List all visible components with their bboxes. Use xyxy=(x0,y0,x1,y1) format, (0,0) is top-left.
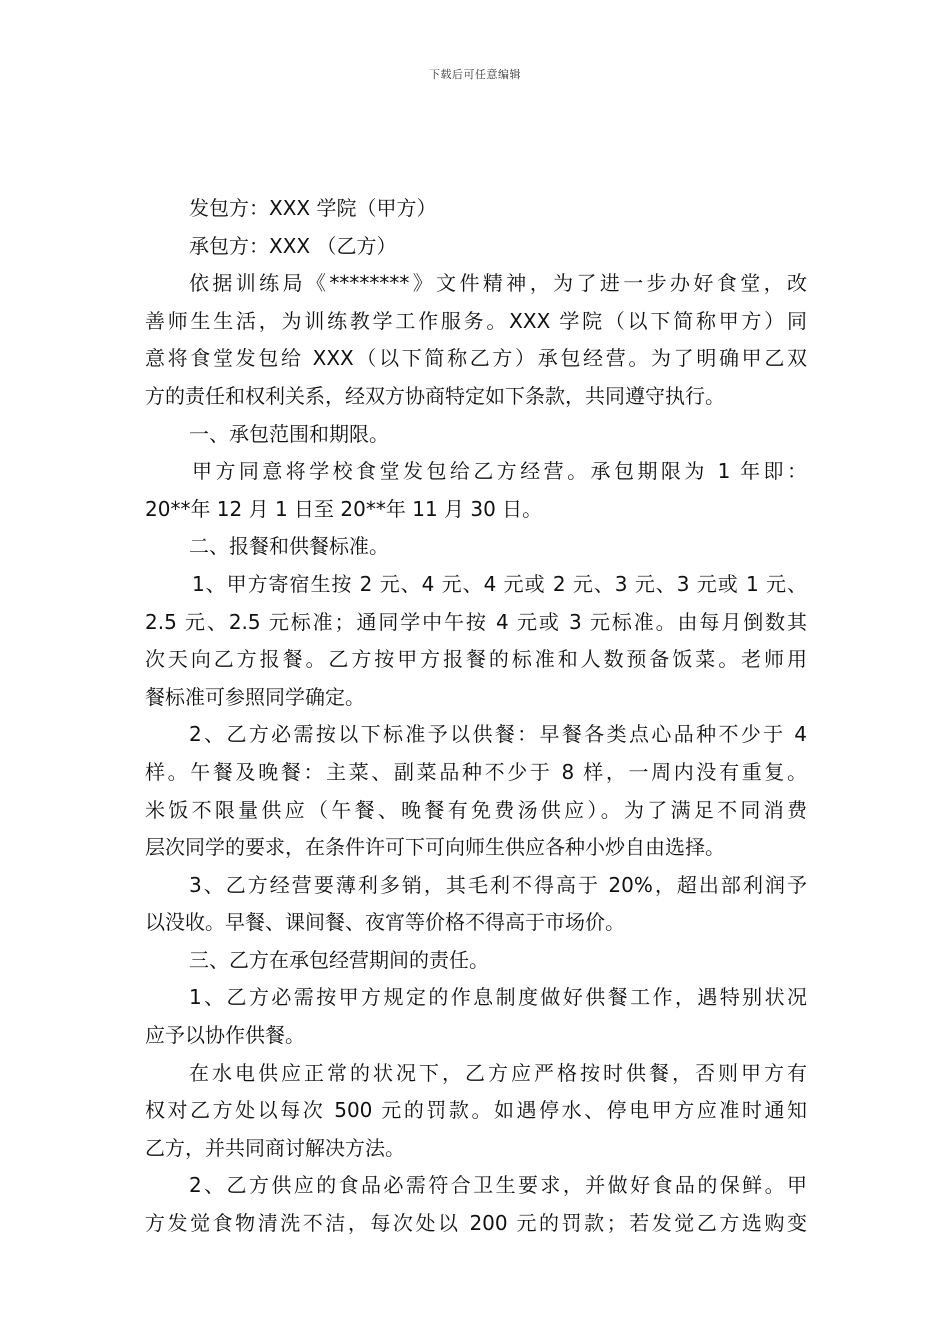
paragraph-line: 以没收。早餐、课间餐、夜宵等价格不得高于市场价。 xyxy=(145,910,625,935)
paragraph-line: 方发觉食物清洗不洁，每次处以 200 元的罚款；若发觉乙方选购变 xyxy=(145,1211,807,1236)
party-b-line: 承包方：XXX （乙方） xyxy=(189,233,397,258)
paragraph-line: 意将食堂发包给 XXX（以下简称乙方）承包经营。为了明确甲乙双 xyxy=(145,346,807,371)
paragraph-line: 样。午餐及晚餐：主菜、副菜品种不少于 8 样，一周内没有重复。 xyxy=(145,759,807,784)
paragraph-line: 2.5 元、2.5 元标准；通同学中午按 4 元或 3 元标准。由每月倒数其 xyxy=(145,609,807,634)
page-header-note: 下载后可任意编辑 xyxy=(429,68,521,81)
paragraph-line: 2、乙方必需按以下标准予以供餐：早餐各类点心品种不少于 4 xyxy=(189,722,807,747)
paragraph-line: 在水电供应正常的状况下，乙方应严格按时供餐，否则甲方有 xyxy=(189,1060,807,1085)
contract-body xyxy=(145,190,807,1243)
paragraph-line: 依据训练局《********》文件精神，为了进一步办好食堂，改 xyxy=(189,271,807,296)
paragraph-line: 1、甲方寄宿生按 2 元、4 元、4 元或 2 元、3 元、3 元或 1 元、 xyxy=(192,571,807,596)
party-a-line: 发包方：XXX 学院（甲方） xyxy=(189,196,437,220)
section-heading: 三、乙方在承包经营期间的责任。 xyxy=(189,947,489,972)
paragraph-line: 方的责任和权利关系，经双方协商特定如下条款，共同遵守执行。 xyxy=(145,383,725,408)
paragraph-line: 乙方，并共同商讨解决方法。 xyxy=(145,1135,405,1160)
paragraph-line: 2、乙方供应的食品必需符合卫生要求，并做好食品的保鲜。甲 xyxy=(189,1173,807,1198)
paragraph-line: 3、乙方经营要薄利多销，其毛利不得高于 20%，超出部利润予 xyxy=(189,872,807,897)
paragraph-line: 层次同学的要求，在条件许可下可向师生供应各种小炒自由选择。 xyxy=(145,835,725,860)
section-heading: 二、报餐和供餐标准。 xyxy=(189,534,389,559)
paragraph-line: 20**年 12 月 1 日至 20**年 11 月 30 日。 xyxy=(145,496,543,521)
paragraph-line: 1、乙方必需按甲方规定的作息制度做好供餐工作，遇特别状况 xyxy=(189,985,807,1010)
paragraph-line: 次天向乙方报餐。乙方按甲方报餐的标准和人数预备饭菜。老师用 xyxy=(145,647,807,672)
paragraph-line: 甲方同意将学校食堂发包给乙方经营。承包期限为 1 年即： xyxy=(192,459,807,484)
paragraph-line: 餐标准可参照同学确定。 xyxy=(145,684,365,709)
paragraph-line: 权对乙方处以每次 500 元的罚款。如遇停水、停电甲方应准时通知 xyxy=(145,1098,807,1123)
section-heading: 一、承包范围和期限。 xyxy=(189,421,389,446)
paragraph-line: 善师生生活，为训练教学工作服务。XXX 学院（以下简称甲方）同 xyxy=(145,308,807,333)
paragraph-line: 应予以协作供餐。 xyxy=(145,1023,305,1048)
paragraph-line: 米饭不限量供应（午餐、晚餐有免费汤供应）。为了满足不同消费 xyxy=(145,797,807,822)
